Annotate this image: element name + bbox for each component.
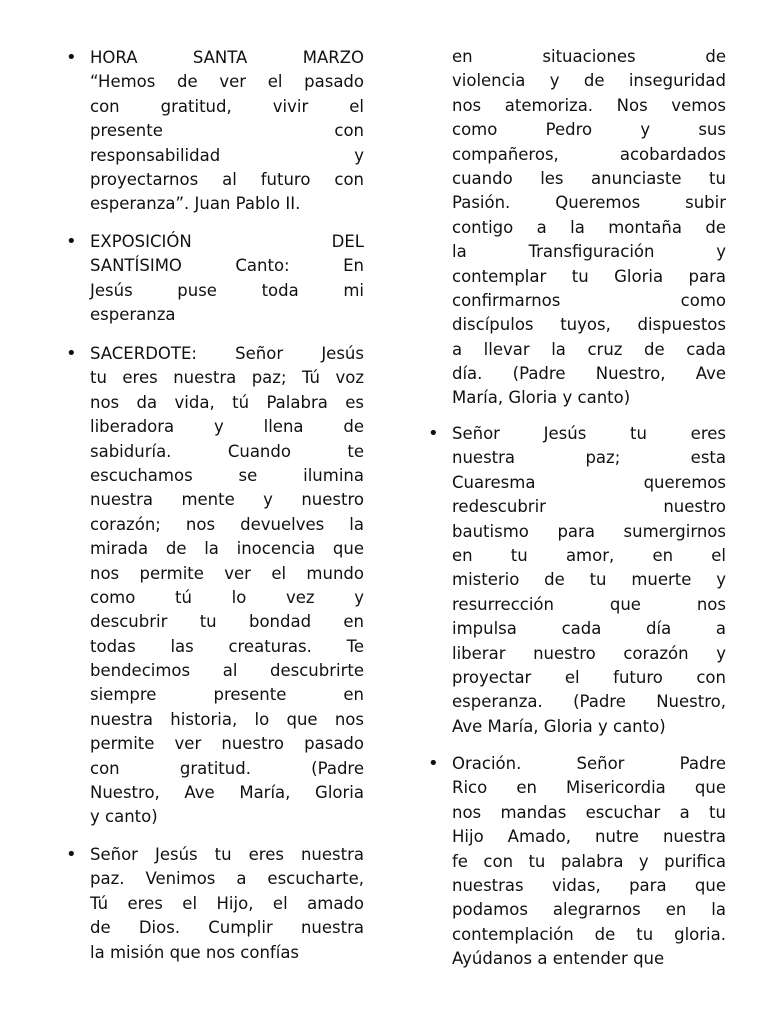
text-line: nuestras vidas, para que [452,875,726,895]
text-line: SANTÍSIMO Canto: En [90,256,364,276]
text-line: responsabilidad y [90,145,364,165]
text-line: como Pedro y sus [452,120,726,140]
text-line: redescubrir nuestro [452,497,726,517]
text-line: liberadora y llena de [90,417,364,437]
text-line: contigo a la montaña de [452,217,726,237]
text-line: descubrir tu bondad en [90,612,364,632]
bullet-icon: • [66,343,77,364]
text-line: a llevar la cruz de cada [452,339,726,359]
text-line: paz. Venimos a escucharte, [90,869,364,889]
text-line: contemplación de tu gloria. [452,924,726,944]
list-item [62,46,364,217]
text-line: Rico en Misericordia que [452,778,726,798]
paragraph-text [90,843,364,965]
list-item [424,422,726,739]
paragraph-text [90,46,364,217]
bullet-icon: • [66,844,77,865]
text-line: día. (Padre Nuestro, Ave [452,364,726,384]
text-line: esperanza [90,305,176,325]
text-line: Cuaresma queremos [452,472,726,492]
text-line: proyectarnos al futuro con [90,169,364,189]
text-line: resurrección que nos [452,594,726,614]
text-line: nuestra paz; esta [452,448,726,468]
text-line: “Hemos de ver el pasado [90,72,364,92]
paragraph-text [90,342,364,830]
list-item [62,843,364,965]
text-line: y canto) [90,807,158,827]
text-line: Ayúdanos a entender que [452,949,665,969]
bullet-icon: • [66,231,77,252]
paragraph-text [452,752,726,972]
text-line: la misión que nos confías [90,942,300,962]
text-line: nos da vida, tú Palabra es [90,392,364,412]
text-line: nuestra historia, lo que nos [90,709,364,729]
text-line: liberar nuestro corazón y [452,643,726,663]
text-line: Hijo Amado, nutre nuestra [452,827,726,847]
text-line: María, Gloria y canto) [452,388,631,408]
paragraph-text [90,230,364,328]
text-line: en tu amor, en el [452,545,726,565]
text-line: mirada de la inocencia que [90,539,364,559]
text-line: nuestra mente y nuestro [90,490,364,510]
text-line: HORA SANTA MARZO [90,48,364,67]
list-item [62,230,364,328]
text-line: proyectar el futuro con [452,667,726,687]
text-line: la Transfiguración y [452,242,726,262]
text-line: bautismo para sumergirnos [452,521,726,541]
text-line: SACERDOTE: Señor Jesús [90,344,364,363]
text-line: en situaciones de [452,47,726,66]
text-line: cuando les anunciaste tu [452,168,726,188]
text-line: nos permite ver el mundo [90,563,364,583]
text-line: Pasión. Queremos subir [452,193,726,213]
text-line: permite ver nuestro pasado [90,734,364,754]
text-line: de Dios. Cumplir nuestra [90,918,364,938]
text-line: confirmarnos como [452,290,726,310]
text-line: Oración. Señor Padre [452,754,726,773]
list-item [424,752,726,972]
text-line: EXPOSICIÓN DEL [90,232,364,251]
text-line: con gratitud. (Padre [90,758,364,778]
text-line: presente con [90,121,364,141]
text-line: Nuestro, Ave María, Gloria [90,783,364,803]
text-line: violencia y de inseguridad [452,71,726,91]
text-line: escuchamos se ilumina [90,465,364,485]
text-line: siempre presente en [90,685,364,705]
text-line: discípulos tuyos, dispuestos [452,315,726,335]
text-line: Ave María, Gloria y canto) [452,716,666,736]
bullet-icon: • [428,423,439,444]
text-line: tu eres nuestra paz; Tú voz [90,368,364,388]
text-line: nos atemoriza. Nos vemos [452,95,726,115]
text-line: podamos alegrarnos en la [452,900,726,920]
text-line: Señor Jesús tu eres nuestra [90,845,364,864]
text-line: nos mandas escuchar a tu [452,802,726,822]
text-line: corazón; nos devuelves la [90,514,364,534]
text-line: sabiduría. Cuando te [90,441,364,461]
text-line: Señor Jesús tu eres [452,424,726,443]
text-line: como tú lo vez y [90,587,364,607]
text-line: Jesús puse toda mi [90,280,364,300]
text-line: contemplar tu Gloria para [452,266,726,286]
paragraph-text [452,422,726,739]
text-line: Tú eres el Hijo, el amado [90,893,364,913]
text-line: misterio de tu muerte y [452,570,726,590]
list-item [62,342,364,830]
bullet-icon: • [66,47,77,68]
bullet-icon: • [428,753,439,774]
text-line: fe con tu palabra y purifica [452,851,726,871]
text-line: compañeros, acobardados [452,144,726,164]
text-line: con gratitud, vivir el [90,96,364,116]
text-line: impulsa cada día a [452,619,726,639]
paragraph-continuation [452,45,726,411]
text-line: esperanza”. Juan Pablo II. [90,194,301,214]
text-line: bendecimos al descubrirte [90,661,364,681]
text-line: todas las creaturas. Te [90,636,364,656]
text-line: esperanza. (Padre Nuestro, [452,692,726,712]
